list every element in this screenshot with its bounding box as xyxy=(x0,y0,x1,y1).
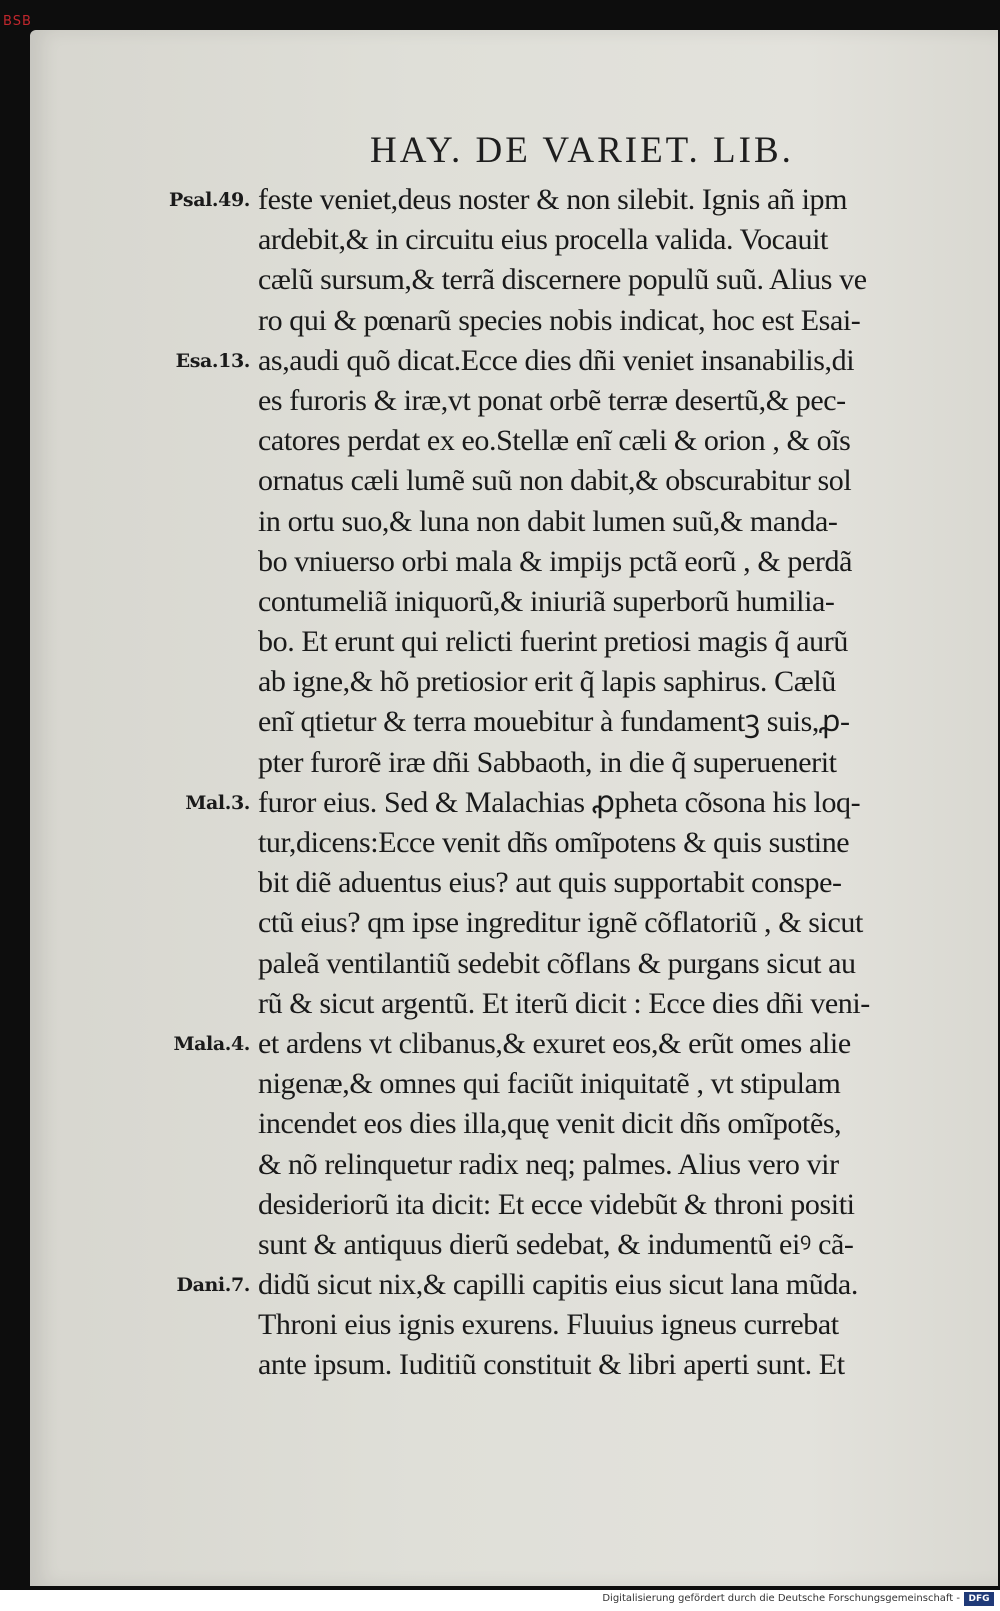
line-text: pter furorẽ iræ dñi Sabbaoth, in die q̃ superuenerit xyxy=(258,745,837,779)
text-line xyxy=(258,944,998,984)
line-text: et ardens vt clibanus,& exuret eos,& erũt omes alie xyxy=(258,1026,851,1060)
line-text: bit diẽ aduentus eius? aut quis supportabit conspe- xyxy=(258,866,842,900)
line-text: paleã ventilantiũ sedebit cõflans & purgans sicut au xyxy=(258,946,856,980)
text-line xyxy=(258,622,998,662)
text-line xyxy=(258,702,998,742)
text-line xyxy=(258,542,998,582)
line-text: in ortu suo,& luna non dabit lumen suũ,& manda- xyxy=(258,504,838,538)
text-line xyxy=(258,381,998,421)
text-line xyxy=(258,863,998,903)
text-line xyxy=(258,662,998,702)
line-text: catores perdat ex eo.Stellæ enĩ cæli & orion , & oĩs xyxy=(258,424,851,458)
funding-credit: Digitalisierung gefördert durch die Deutsche Forschungsgemeinschaft - xyxy=(602,1593,960,1604)
line-text: incendet eos dies illa,quę venit dicit dñs omĩpotẽs, xyxy=(258,1107,842,1141)
text-line xyxy=(258,1345,998,1385)
text-line xyxy=(258,582,998,622)
text-line xyxy=(258,421,998,461)
marginal-reference: Mal.3. xyxy=(185,791,250,814)
book-page xyxy=(30,30,998,1586)
marginal-reference: Esa.13. xyxy=(175,349,250,372)
text-line xyxy=(173,1024,998,1064)
line-text: ro qui & pœnarũ species nobis indicat, hoc est Esai- xyxy=(258,303,861,337)
text-line xyxy=(258,984,998,1024)
marginal-reference: Mala.4. xyxy=(173,1032,250,1055)
line-text: tur,dicens:Ecce venit dñs omĩpotens & quis sustine xyxy=(258,826,850,859)
line-text: ctũ eius? qm ipse ingreditur ignẽ cõflatoriũ , & sicut xyxy=(258,906,863,940)
text-line xyxy=(258,1305,998,1345)
line-text: bo vniuerso orbi mala & impijs pctã eorũ , & perdã xyxy=(258,544,853,578)
line-text: sunt & antiquus dierũ sedebat, & indumentũ eiꝰ cã- xyxy=(258,1227,854,1261)
text-line xyxy=(258,461,998,501)
line-text: ardebit,& in circuitu eius procella valida. Vocauit xyxy=(258,223,828,257)
line-text: ab igne,& hõ pretiosior erit q̃ lapis saphirus. Cælũ xyxy=(258,665,836,699)
line-text: desideriorũ ita dicit: Et ecce videbũt & throni positi xyxy=(258,1187,855,1221)
text-line xyxy=(258,502,998,542)
line-text: es furoris & iræ,vt ponat orbẽ terræ desertũ,& pec- xyxy=(258,383,846,417)
footer-bar xyxy=(0,1590,1000,1611)
text-line xyxy=(258,260,998,300)
text-line xyxy=(258,1225,998,1265)
line-text: rũ & sicut argentũ. Et iterũ dicit : Ecce dies dñi veni- xyxy=(258,986,870,1020)
running-head: HAY. DE VARIET. LIB. xyxy=(370,130,794,171)
line-text: cælũ sursum,& terrã discernere populũ suũ. Alius ve xyxy=(258,263,867,297)
text-line xyxy=(258,1064,998,1104)
bsb-logo: BSB xyxy=(3,14,32,29)
line-text: as,audi quõ dicat.Ecce dies dñi veniet insanabilis,di xyxy=(258,343,855,377)
text-line xyxy=(175,341,998,381)
dfg-logo: DFG xyxy=(964,1592,994,1606)
text-line xyxy=(258,903,998,943)
line-text: nigenæ,& omnes qui faciũt iniquitatẽ , vt stipulam xyxy=(258,1067,841,1101)
line-text: ante ipsum. Iuditiũ constituit & libri aperti sunt. Et xyxy=(258,1348,845,1382)
text-line xyxy=(185,783,998,823)
line-text: furor eius. Sed & Malachias ꝓpheta cõsona his loq- xyxy=(258,785,861,819)
line-text: ornatus cæli lumẽ suũ non dabit,& obscurabitur sol xyxy=(258,464,852,498)
line-text: contumeliã iniquorũ,& iniuriã superborũ humilia- xyxy=(258,584,835,618)
text-line xyxy=(258,1185,998,1225)
page-body xyxy=(169,180,998,1386)
text-line xyxy=(258,301,998,341)
line-text: Throni eius ignis exurens. Fluuius igneus currebat xyxy=(258,1308,839,1342)
text-line xyxy=(258,220,998,260)
line-text: bo. Et erunt qui relicti fuerint pretiosi magis q̃ aurũ xyxy=(258,625,848,659)
line-text: & nõ relinquetur radix neq; palmes. Alius vero vir xyxy=(258,1147,839,1181)
line-text: feste veniet,deus noster & non silebit. Ignis añ ipm xyxy=(258,183,848,216)
text-line xyxy=(176,1265,998,1305)
line-text: enĩ qtietur & terra mouebitur à fundamentꝫ suis,ꝓ- xyxy=(258,705,850,739)
line-text: didũ sicut nix,& capilli capitis eius sicut lana mũda. xyxy=(258,1268,858,1302)
text-line xyxy=(258,823,998,863)
text-line xyxy=(258,1145,998,1185)
text-line xyxy=(258,1104,998,1144)
marginal-reference: Dani.7. xyxy=(176,1274,250,1297)
marginal-reference: Psal.49. xyxy=(169,189,250,211)
text-line xyxy=(169,180,998,220)
text-line xyxy=(258,743,998,783)
